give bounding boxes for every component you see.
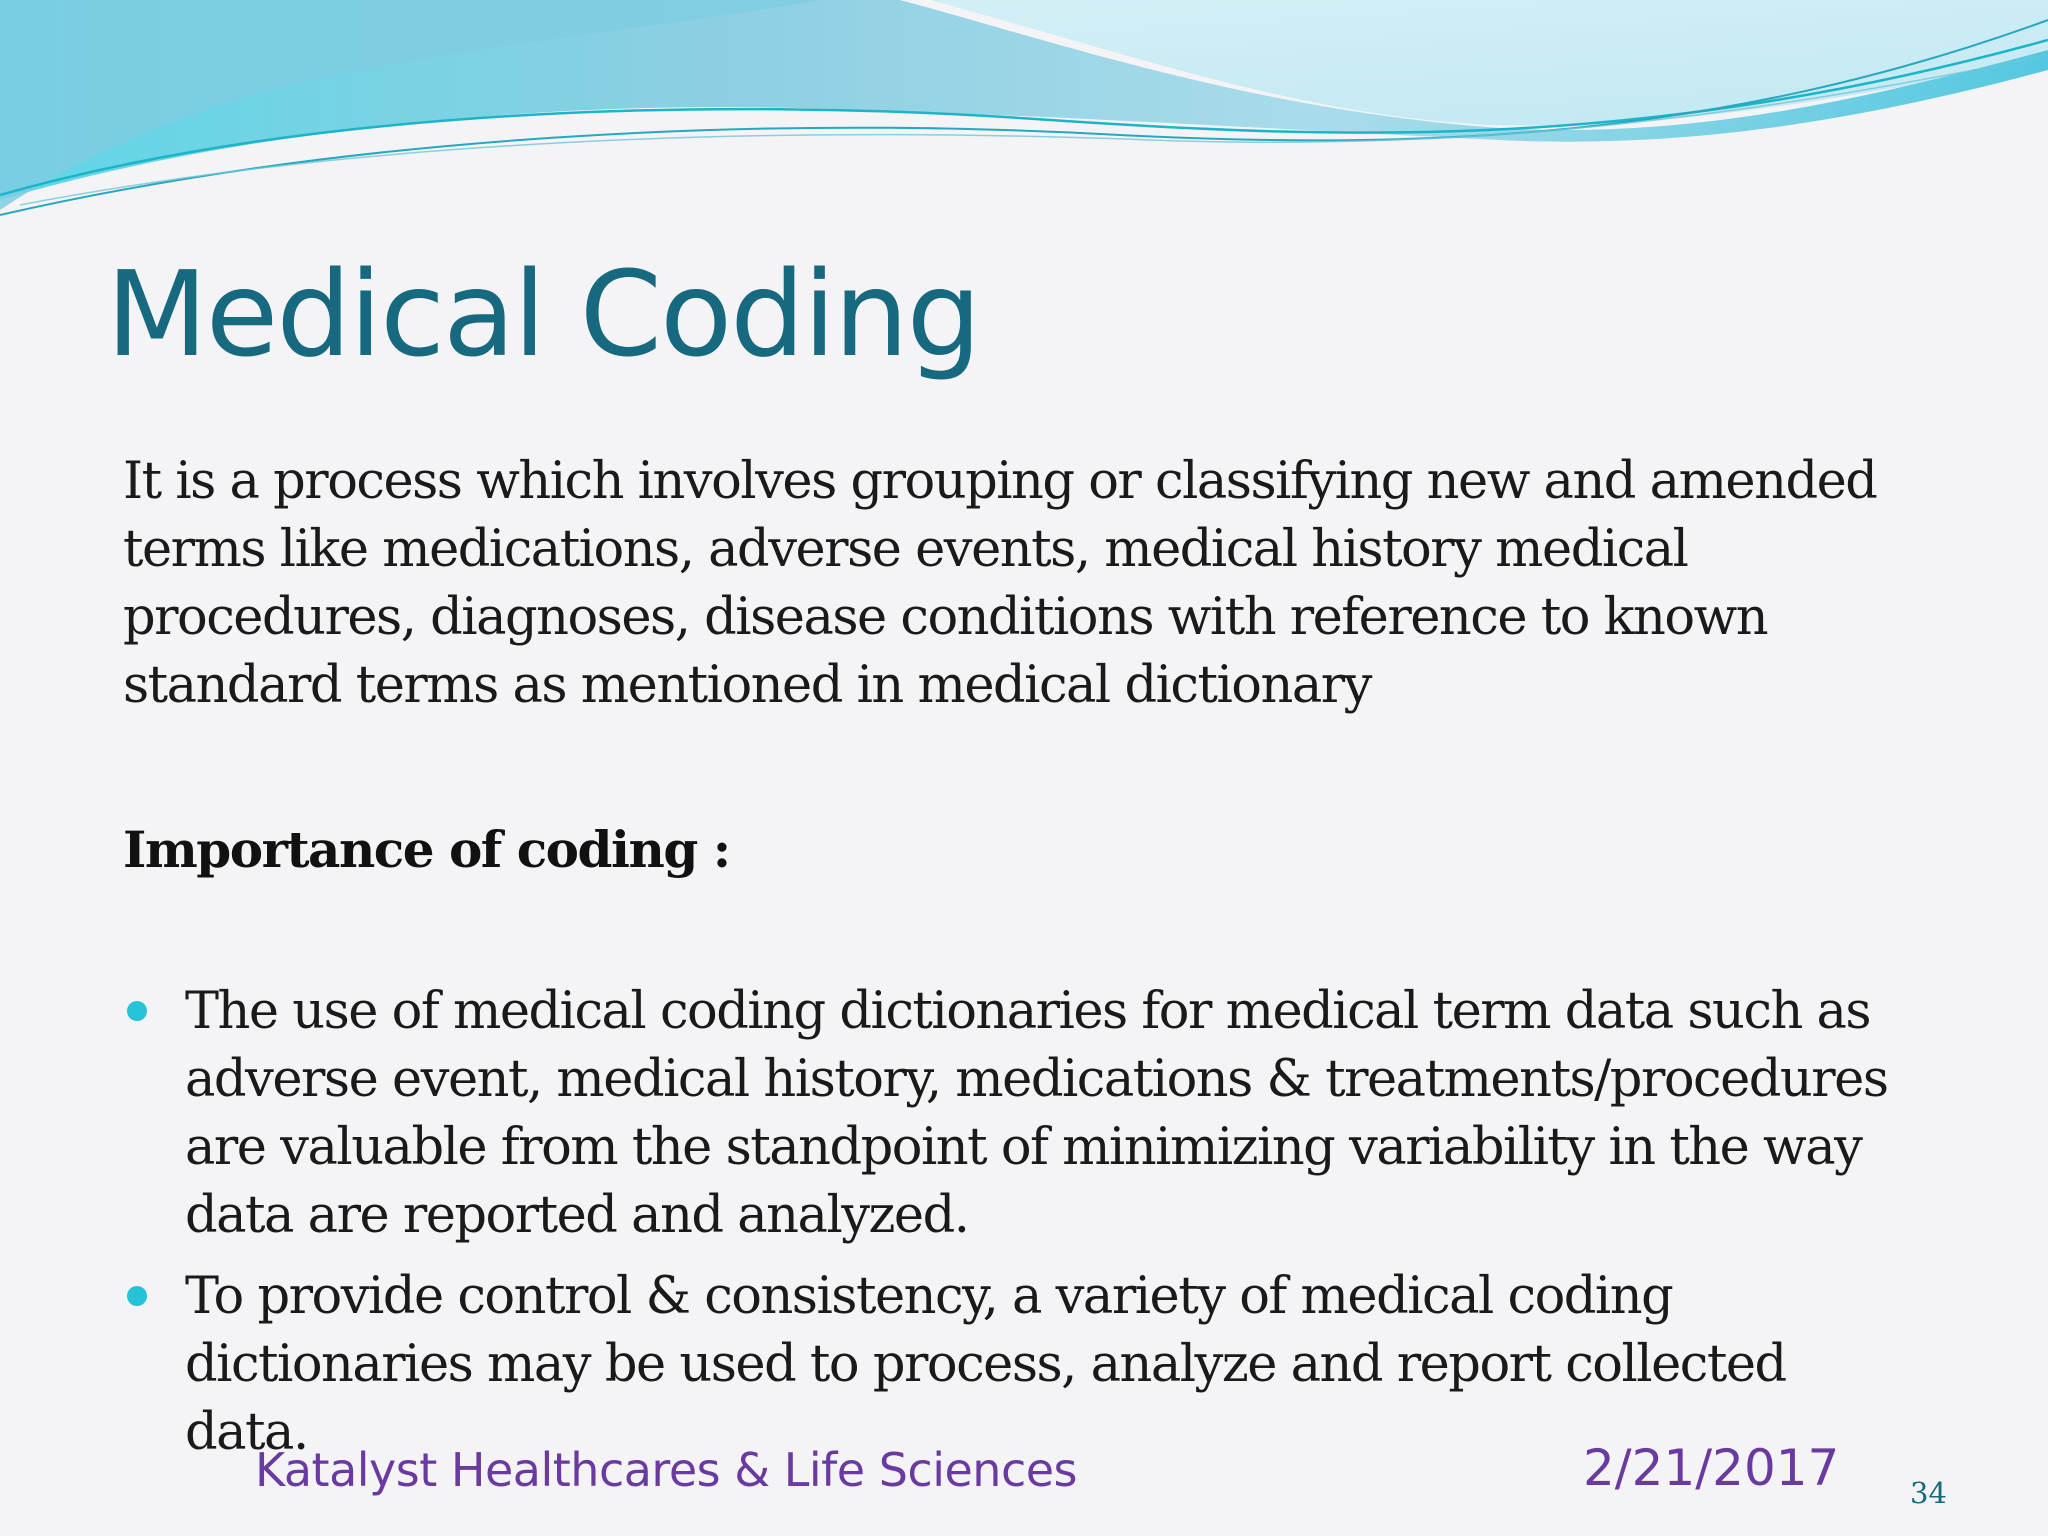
bullet-item xyxy=(123,978,1923,1250)
bullet-text: The use of medical coding dictionaries for medical term data such as adverse event, medical history, medications & treatments/procedures are valuable from the standpoint of minimizing variability in the way data are reported and analyzed. xyxy=(185,982,1888,1245)
bullet-item xyxy=(123,1263,1923,1467)
bullet-icon xyxy=(127,1001,147,1021)
importance-bullet-list xyxy=(123,978,1923,1480)
importance-subheading: Importance of coding : xyxy=(123,820,730,879)
footer-organization: Katalyst Healthcares & Life Sciences xyxy=(255,1443,1078,1497)
slide-title: Medical Coding xyxy=(106,245,980,383)
intro-paragraph: It is a process which involves grouping or classifying new and amended terms like medications, adverse events, medical history medical procedures, diagnoses, disease conditions with reference to known standard terms as mentioned in medical dictionary xyxy=(123,452,1877,715)
footer-date: 2/21/2017 xyxy=(1583,1439,1840,1497)
decorative-wave-header xyxy=(0,0,2048,240)
slide-number: 34 xyxy=(1910,1476,1947,1510)
bullet-text: To provide control & consistency, a variety of medical coding dictionaries may be used to process, analyze and report collected data. xyxy=(185,1267,1786,1462)
bullet-icon xyxy=(127,1286,147,1306)
